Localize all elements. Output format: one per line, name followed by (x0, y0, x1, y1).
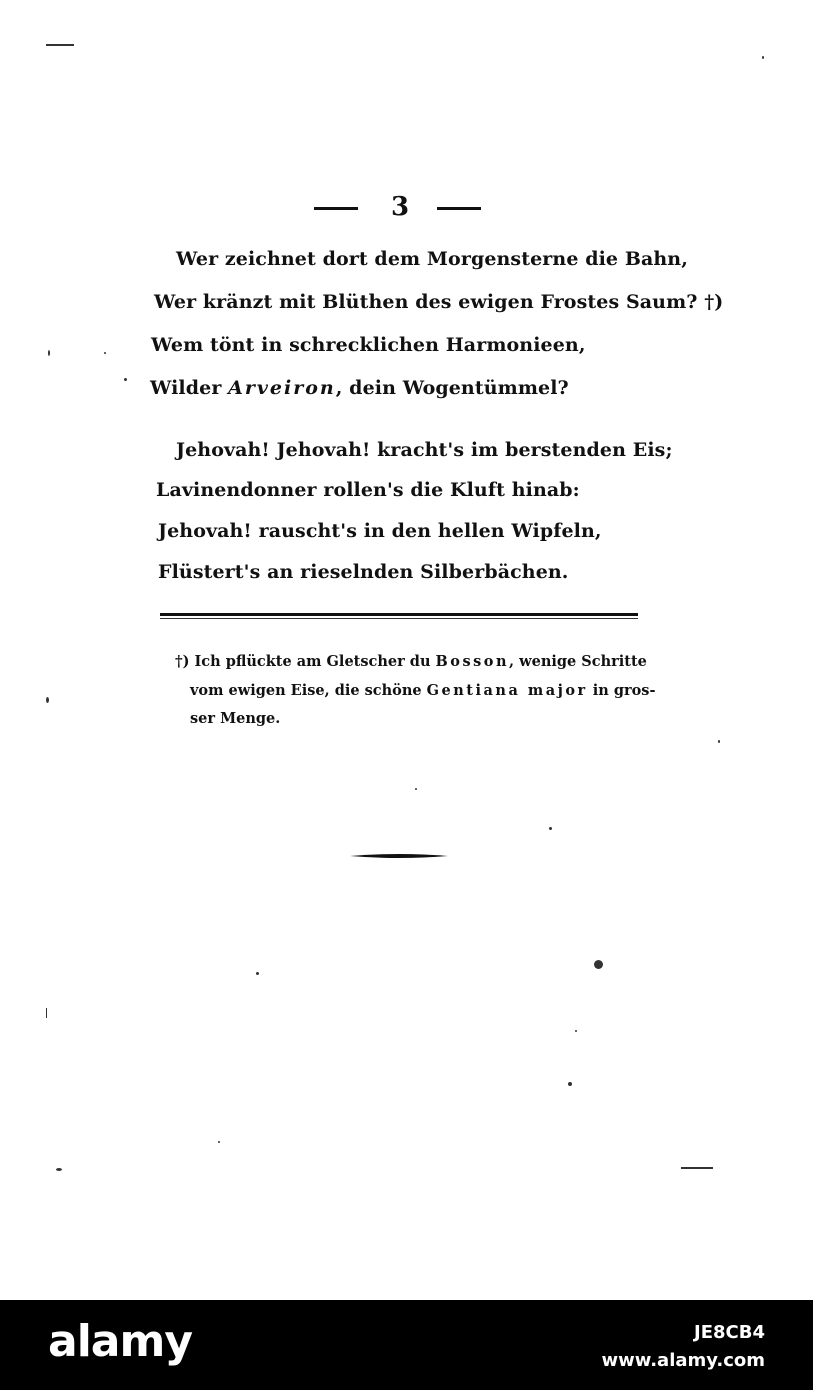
verse-line: Lavinendonner rollen's die Kluft hinab: (156, 479, 580, 501)
footnote-text: in gros- (587, 682, 656, 699)
footnote-plant: Gentiana major (426, 682, 588, 699)
verse-text: Wilder (150, 377, 229, 399)
verse-line: Flüstert's an rieselnden Silberbächen. (158, 561, 569, 583)
footnote-text: , wenige Schritte (509, 653, 647, 670)
verse-line: Wer zeichnet dort dem Morgensterne die Bahn, (176, 248, 688, 270)
image-code: JE8CB4 (694, 1322, 765, 1343)
verse-line: Wem tönt in schrecklichen Harmonieen, (151, 334, 586, 356)
verse-line: Jehovah! Jehovah! kracht's im berstenden Eis; (176, 439, 673, 461)
footnote-line (0, 653, 813, 670)
brand-logo: alamy (48, 1316, 192, 1367)
verse-line: Wer kränzt mit Blüthen des ewigen Frostes Saum? †) (154, 291, 724, 313)
footnote-place: Bosson (435, 653, 510, 670)
site-url: www.alamy.com (601, 1350, 765, 1371)
footnote-text: †) Ich pflückte am Gletscher du (175, 653, 436, 670)
page-header (300, 192, 500, 226)
place-name: Arveiron (228, 377, 336, 399)
footnote-line: ser Menge. (190, 710, 281, 727)
end-ornament-icon (350, 852, 448, 860)
verse-line (0, 377, 813, 399)
footnote-line (0, 682, 813, 699)
verse-text: , dein Wogentümmel? (335, 377, 569, 399)
footnote-text: vom ewigen Eise, die schöne (190, 682, 427, 699)
header-dash-left (314, 207, 358, 210)
footnote-rule (160, 613, 638, 616)
page-number: 3 (390, 192, 410, 222)
header-dash-right (437, 207, 481, 210)
verse-line: Jehovah! rauscht's in den hellen Wipfeln, (158, 520, 602, 542)
footnote-rule-thin (160, 618, 638, 619)
watermark-bar (0, 1300, 813, 1390)
